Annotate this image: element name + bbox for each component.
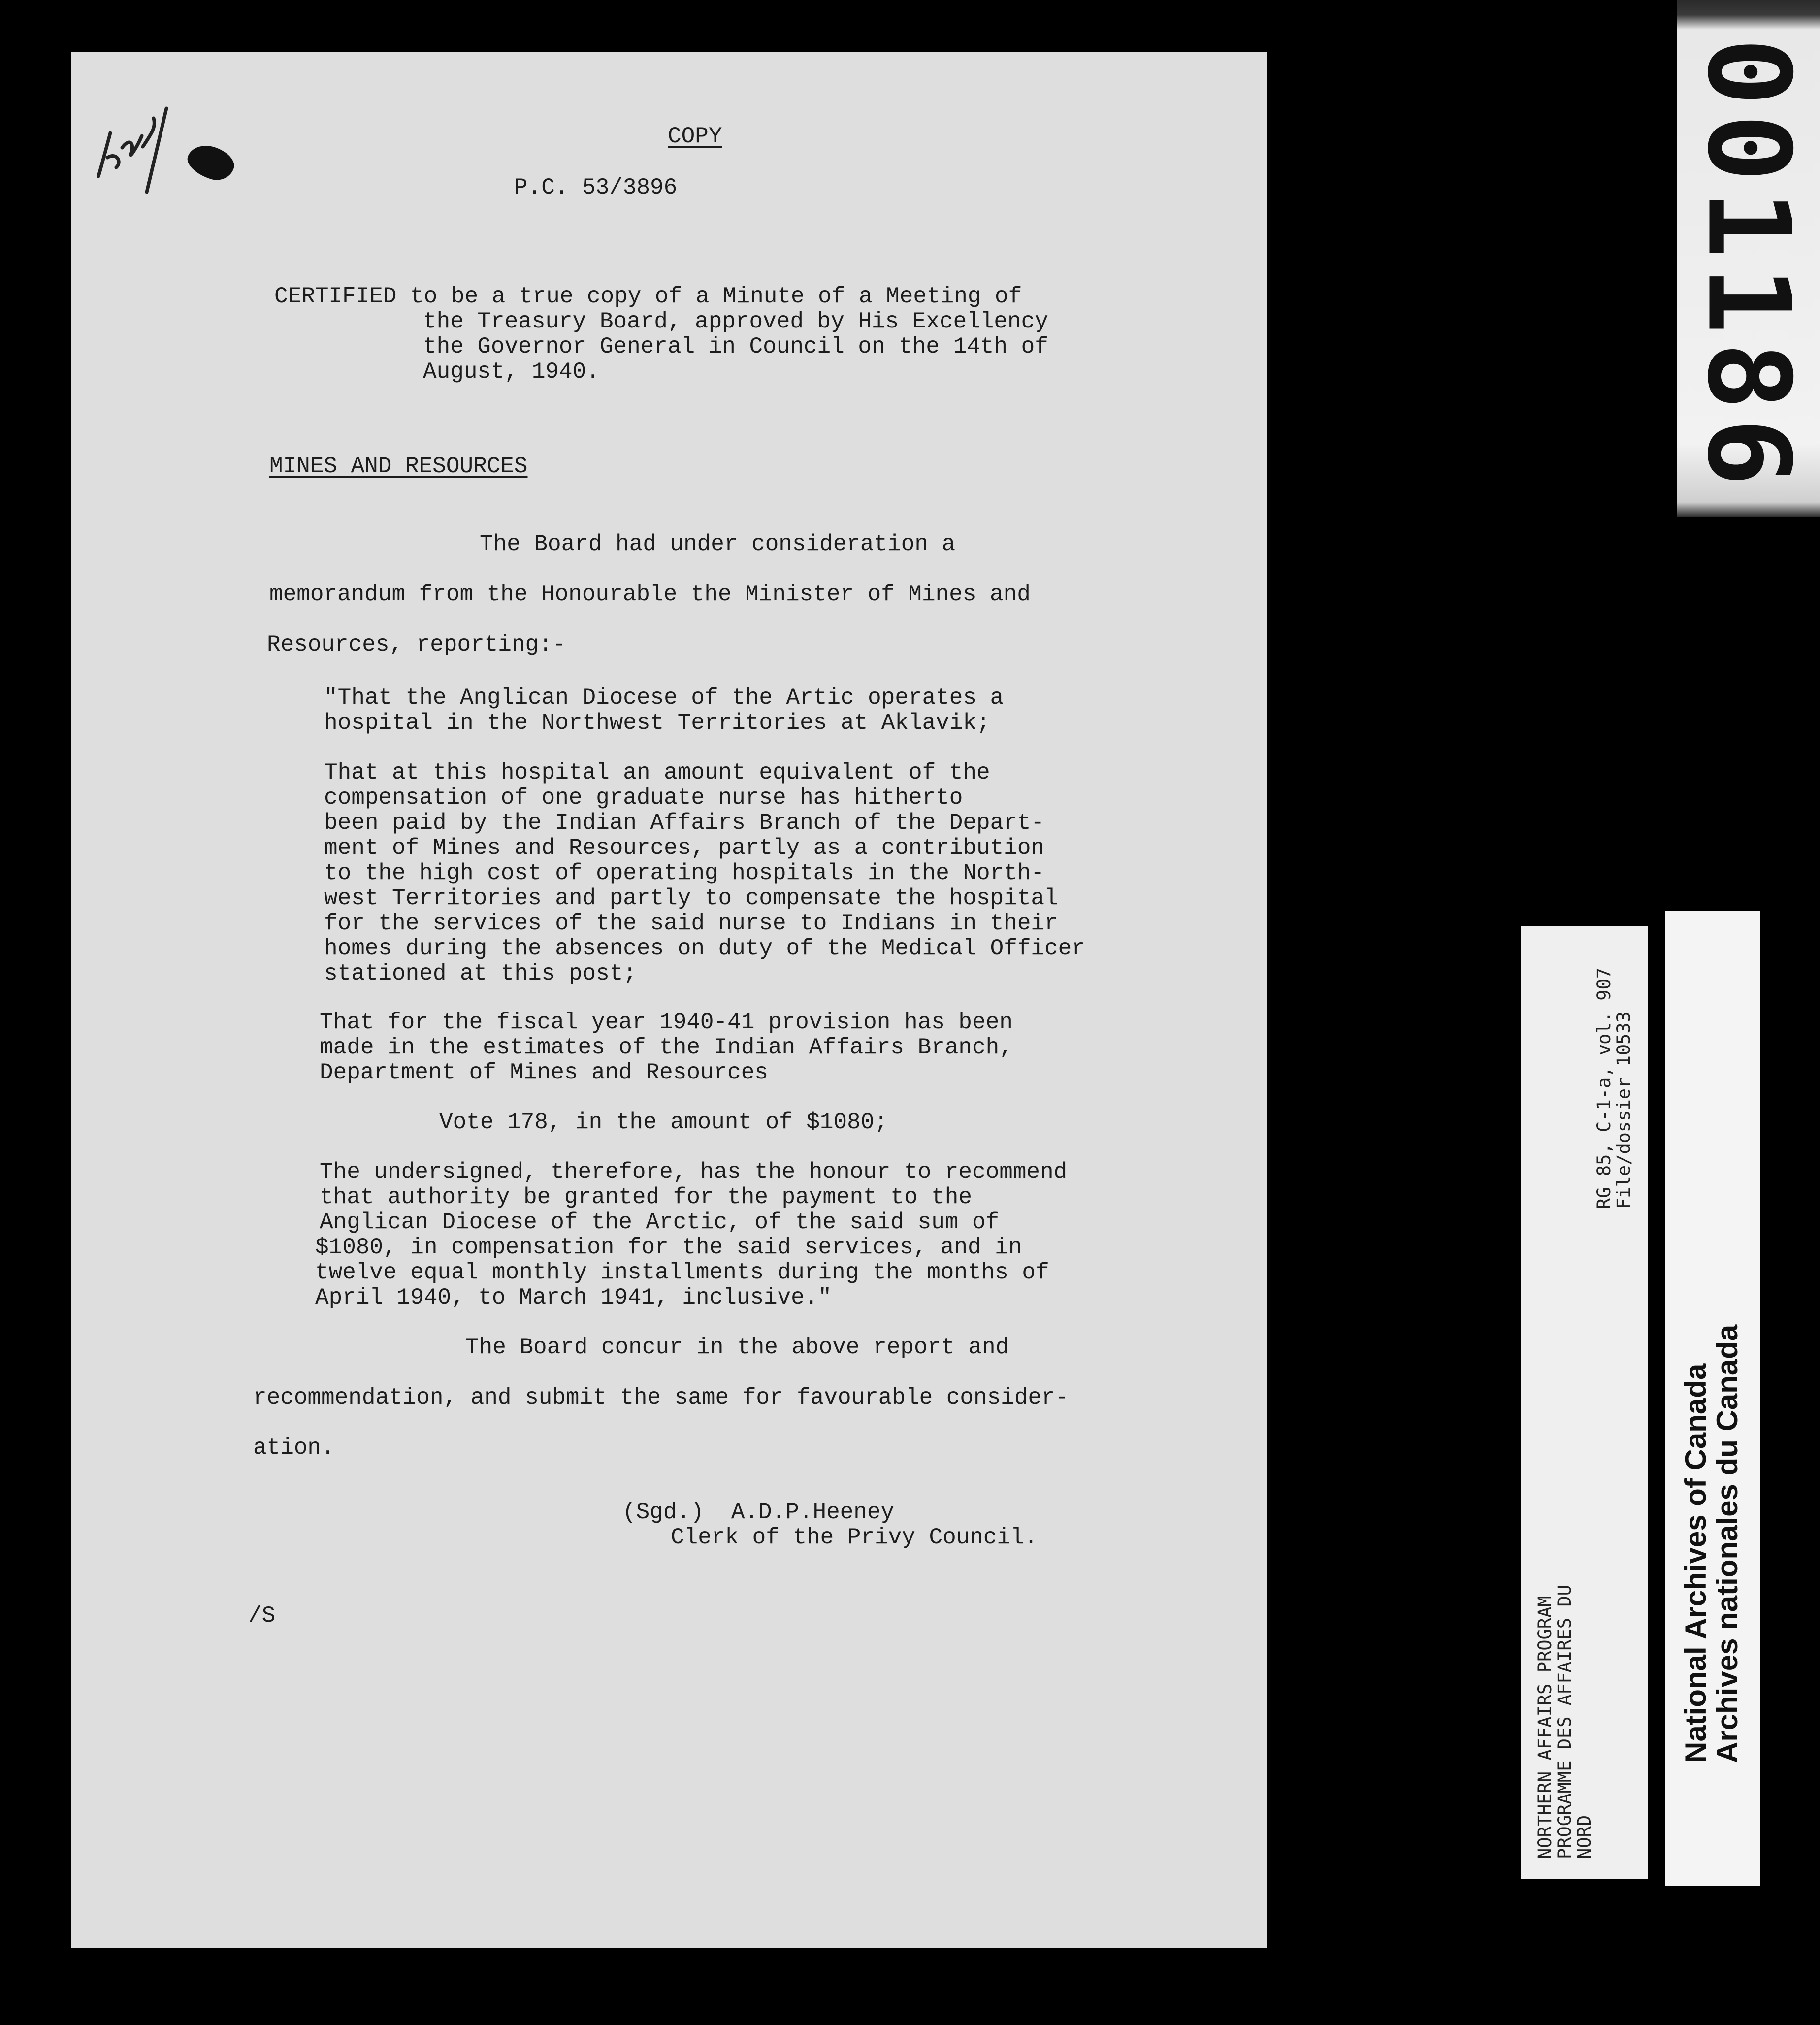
quote-line: Anglican Diocese of the Arctic, of the said sum of (320, 1209, 1000, 1235)
certified-line: the Governor General in Council on the 14th of (423, 334, 1048, 359)
intro-line: memorandum from the Honourable the Minister of Mines and (269, 582, 1031, 607)
archives-name-english: National Archives of Canada (1679, 1363, 1712, 1763)
archival-reference-label (1521, 926, 1648, 1879)
signature-title: Clerk of the Privy Council. (671, 1525, 1038, 1550)
quote-line: that authority be granted for the payment to the (320, 1184, 973, 1210)
handwritten-annotation (88, 89, 206, 207)
quote-line: That for the fiscal year 1940-41 provision has been (320, 1010, 1013, 1035)
vote-line: Vote 178, in the amount of $1080; (439, 1110, 888, 1135)
signature-line: (Sgd.) A.D.P.Heeney (622, 1500, 895, 1525)
quote-line: west Territories and partly to compensate the hospital (324, 885, 1058, 911)
document-page (71, 52, 1267, 1948)
program-name-line: NORD (1574, 1815, 1595, 1859)
quote-line: ment of Mines and Resources, partly as a contribution (324, 835, 1045, 861)
conclusion-line: The Board concur in the above report and (465, 1335, 1009, 1360)
intro-line: Resources, reporting:- (267, 632, 566, 657)
intro-line: The Board had under consideration a (480, 531, 956, 557)
quote-line: hospital in the Northwest Territories at Aklavik; (324, 710, 990, 736)
program-name-line: NORTHERN AFFAIRS PROGRAM (1534, 1596, 1556, 1859)
certified-line: CERTIFIED to be a true copy of a Minute of a Meeting of (274, 284, 1022, 309)
frame-number: 001186 (1682, 37, 1814, 494)
quote-line: stationed at this post; (324, 961, 637, 986)
quote-line: been paid by the Indian Affairs Branch of the Depart- (324, 810, 1045, 836)
conclusion-line: ation. (253, 1435, 335, 1461)
quote-line: twelve equal monthly installments during the months of (315, 1260, 1049, 1285)
copy-heading: COPY (668, 124, 722, 149)
quote-line: That at this hospital an amount equivalent of the (324, 760, 990, 785)
quote-line: April 1940, to March 1941, inclusive." (315, 1285, 832, 1310)
quote-line: The undersigned, therefore, has the honour to recommend (320, 1159, 1068, 1185)
record-group-line: RG 85, C-1-a, vol. 907 (1593, 967, 1615, 1209)
archives-name-french: Archives nationales du Canada (1711, 1324, 1744, 1763)
certified-line: August, 1940. (423, 359, 600, 385)
quote-line: Department of Mines and Resources (320, 1060, 768, 1085)
archives-label (1665, 911, 1760, 1886)
section-heading: MINES AND RESOURCES (269, 454, 528, 479)
quote-line: compensation of one graduate nurse has hitherto (324, 785, 963, 811)
quote-line: to the high cost of operating hospitals in the North- (324, 860, 1045, 886)
certified-line: the Treasury Board, approved by His Excellency (423, 309, 1048, 334)
quote-line: "That the Anglican Diocese of the Artic operates a (324, 685, 1004, 711)
frame-number-strip (1677, 0, 1820, 517)
quote-line: for the services of the said nurse to Indians in their (324, 911, 1058, 936)
quote-line: $1080, in compensation for the said services, and in (315, 1235, 1022, 1260)
conclusion-line: recommendation, and submit the same for favourable consider- (253, 1385, 1069, 1410)
quote-line: homes during the absences on duty of the Medical Officer (324, 936, 1085, 961)
typist-mark: /S (248, 1603, 276, 1629)
quote-line: made in the estimates of the Indian Affairs Branch, (320, 1035, 1013, 1060)
pc-number: P.C. 53/3896 (514, 175, 678, 200)
program-name-line: PROGRAMME DES AFFAIRES DU (1554, 1585, 1575, 1859)
file-number-line: File/dossier 10533 (1613, 1012, 1634, 1209)
